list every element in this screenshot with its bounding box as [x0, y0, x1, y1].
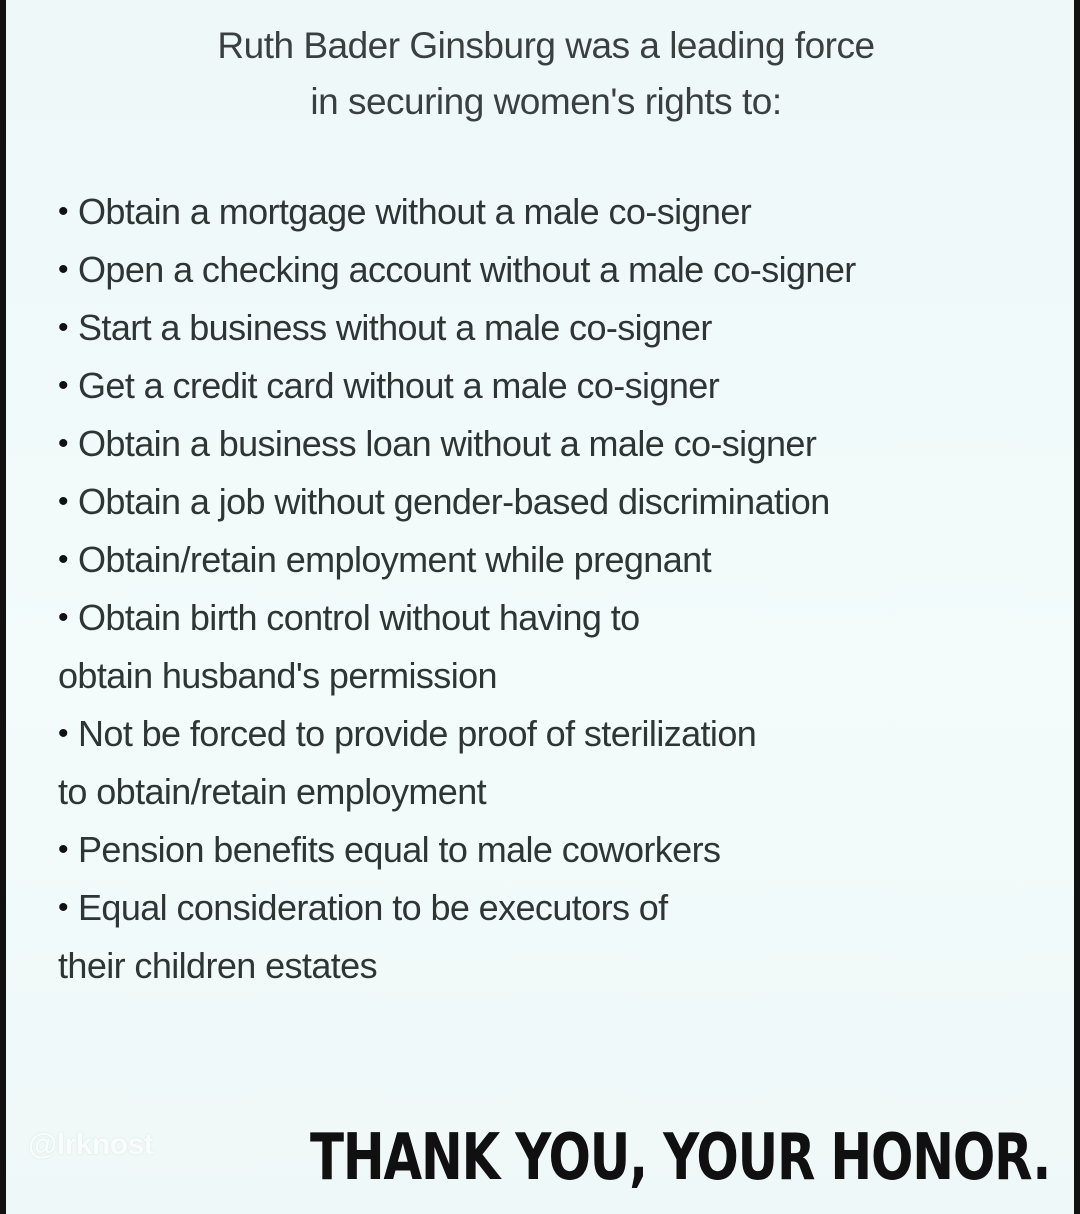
bullet-icon: • — [58, 601, 68, 634]
bullet-icon: • — [58, 833, 68, 866]
bullet-icon: • — [58, 717, 68, 750]
list-item — [58, 183, 1068, 241]
list-item — [58, 241, 1068, 299]
list-item-text: Equal consideration to be executors of — [78, 887, 668, 928]
bullet-icon: • — [58, 543, 68, 576]
bullet-icon: • — [58, 253, 68, 286]
list-item — [58, 531, 1068, 589]
list-item — [58, 879, 1068, 937]
list-item-text: Obtain a mortgage without a male co-signer — [78, 191, 752, 232]
list-item — [58, 357, 1068, 415]
intro-line-2: in securing women's rights to: — [310, 81, 782, 122]
list-item-continuation: to obtain/retain employment — [58, 771, 487, 812]
watermark: @lrknost — [28, 1128, 154, 1161]
list-item — [58, 473, 1068, 531]
list-item — [58, 589, 1068, 647]
intro-heading — [166, 18, 926, 130]
bullet-icon: • — [58, 427, 68, 460]
list-item-continuation: their children estates — [58, 945, 377, 986]
list-item — [58, 299, 1068, 357]
list-item-text: Obtain birth control without having to — [78, 597, 640, 638]
list-item — [58, 705, 1068, 763]
list-item-text: Obtain a job without gender-based discrimination — [78, 481, 830, 522]
list-item-text: Obtain a business loan without a male co-signer — [78, 423, 817, 464]
bullet-icon: • — [58, 195, 68, 228]
list-item-text: Obtain/retain employment while pregnant — [78, 539, 711, 580]
closing-banner: THANK YOU, YOUR HONOR. — [310, 1121, 1051, 1195]
intro-line-1: Ruth Bader Ginsburg was a leading force — [217, 25, 875, 66]
list-item-continuation: obtain husband's permission — [58, 655, 497, 696]
rights-list — [58, 183, 1068, 995]
list-item-text: Pension benefits equal to male coworkers — [78, 829, 721, 870]
list-item — [58, 821, 1068, 879]
list-item-text: Open a checking account without a male co-signer — [78, 249, 856, 290]
bullet-icon: • — [58, 485, 68, 518]
list-item-text: Start a business without a male co-signer — [78, 307, 712, 348]
bullet-icon: • — [58, 311, 68, 344]
bullet-icon: • — [58, 369, 68, 402]
list-item-text: Not be forced to provide proof of sterilization — [78, 713, 757, 754]
list-item-text: Get a credit card without a male co-signer — [78, 365, 720, 406]
list-item — [58, 415, 1068, 473]
bullet-icon: • — [58, 891, 68, 924]
